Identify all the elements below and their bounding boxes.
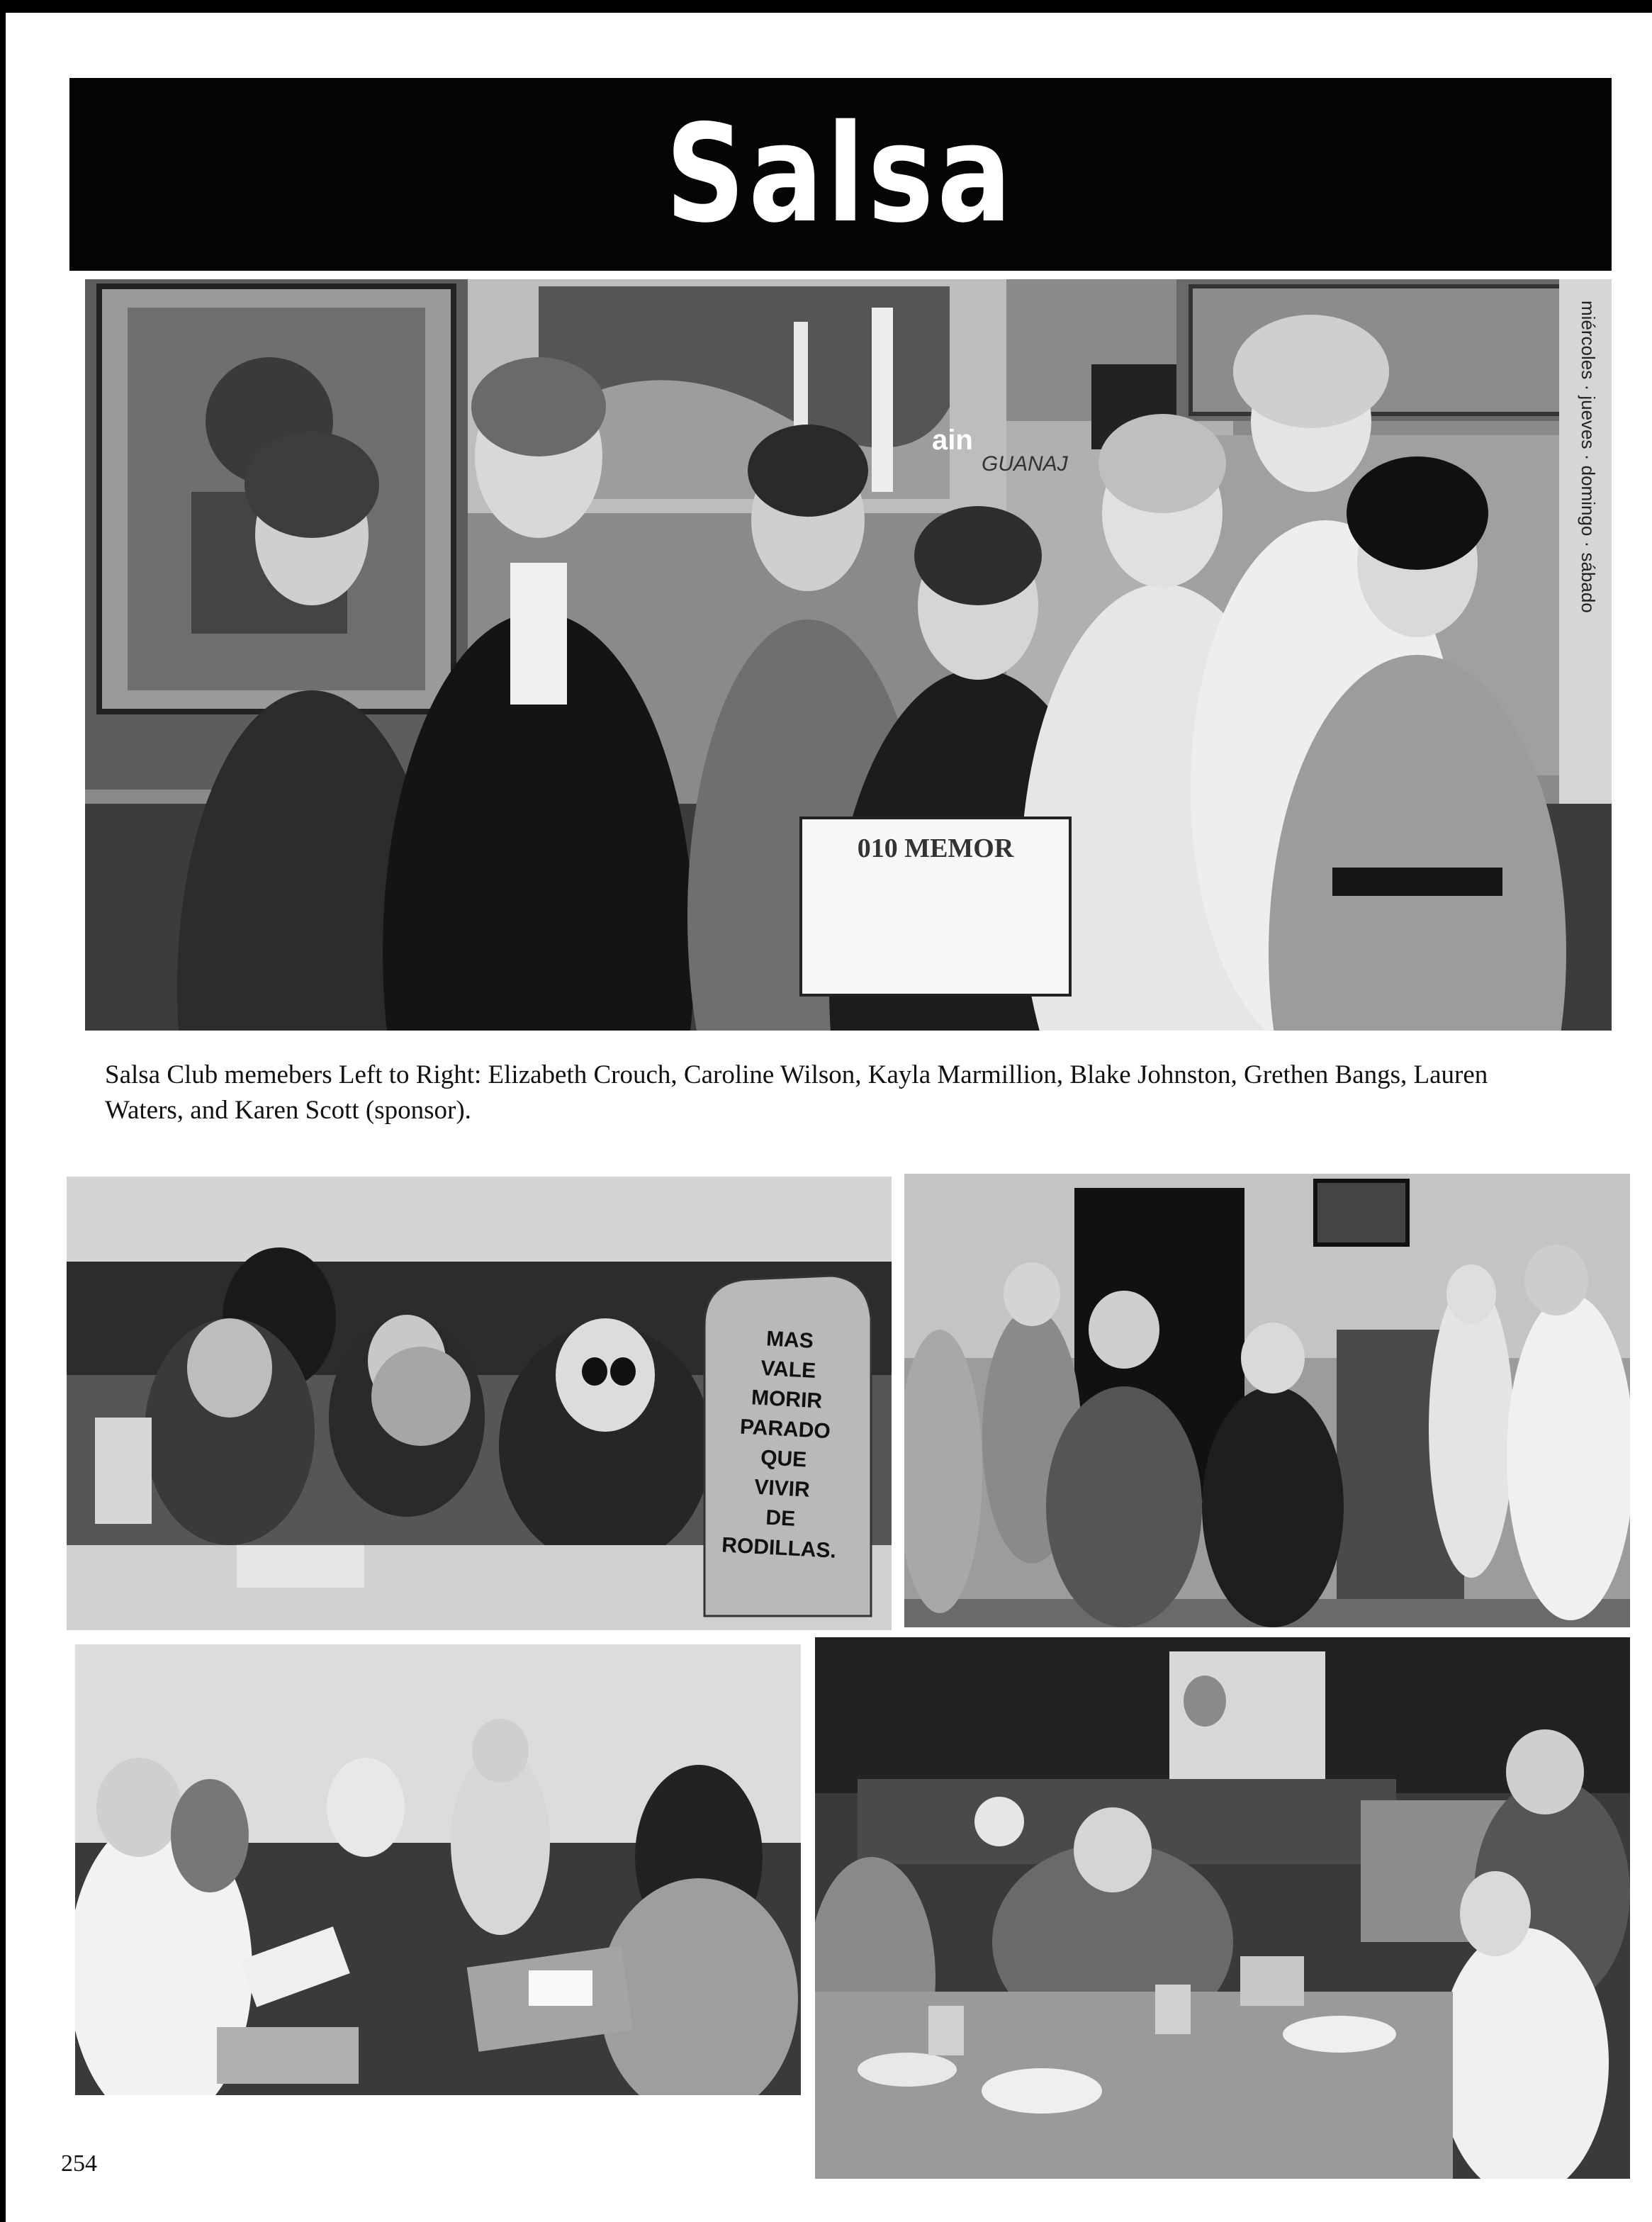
tombstone-sign-line: PARADO bbox=[739, 1415, 831, 1444]
tombstone-sign-line: VALE bbox=[760, 1356, 817, 1383]
classroom-mingling-photo bbox=[904, 1174, 1630, 1627]
tombstone-sign-line: VIVIR bbox=[753, 1475, 811, 1502]
tombstone-sign-line: DE bbox=[765, 1505, 796, 1531]
poster-word: ain bbox=[932, 425, 973, 456]
top-border bbox=[0, 0, 1652, 13]
dining-photo-image bbox=[815, 1637, 1630, 2179]
left-border bbox=[0, 0, 6, 2222]
page-number: 254 bbox=[61, 2150, 97, 2177]
group-photo-caption: Salsa Club memebers Left to Right: Elizabeth Crouch, Caroline Wilson, Kayla Marmillion, Blake Johnston, Grethen Bangs, Lauren Waters, and Karen Scott (sponsor). bbox=[105, 1060, 1488, 1125]
desks-photo-image bbox=[75, 1644, 801, 2095]
tombstone-sign-line: MORIR bbox=[751, 1386, 823, 1413]
board-label: GUANAJ bbox=[982, 452, 1068, 476]
tombstone-sign-line: RODILLAS. bbox=[721, 1533, 837, 1563]
held-sign-text: 010 MEMOR bbox=[857, 834, 1014, 863]
classroom-mingling-photo-image bbox=[904, 1174, 1630, 1627]
tombstone-photo-image bbox=[67, 1177, 892, 1630]
group-photo-image bbox=[85, 279, 1612, 1031]
tombstone-sign-line: QUE bbox=[760, 1446, 808, 1472]
dining-photo bbox=[815, 1637, 1630, 2179]
tombstone-photo bbox=[67, 1177, 892, 1630]
group-photo bbox=[85, 279, 1612, 1031]
desks-photo bbox=[75, 1644, 801, 2095]
days-banner: miércoles · jueves · domingo · sábado bbox=[1578, 301, 1599, 613]
tombstone-sign-line: MAS bbox=[765, 1327, 814, 1353]
page-title: Salsa bbox=[665, 96, 1016, 252]
title-banner bbox=[69, 78, 1612, 271]
